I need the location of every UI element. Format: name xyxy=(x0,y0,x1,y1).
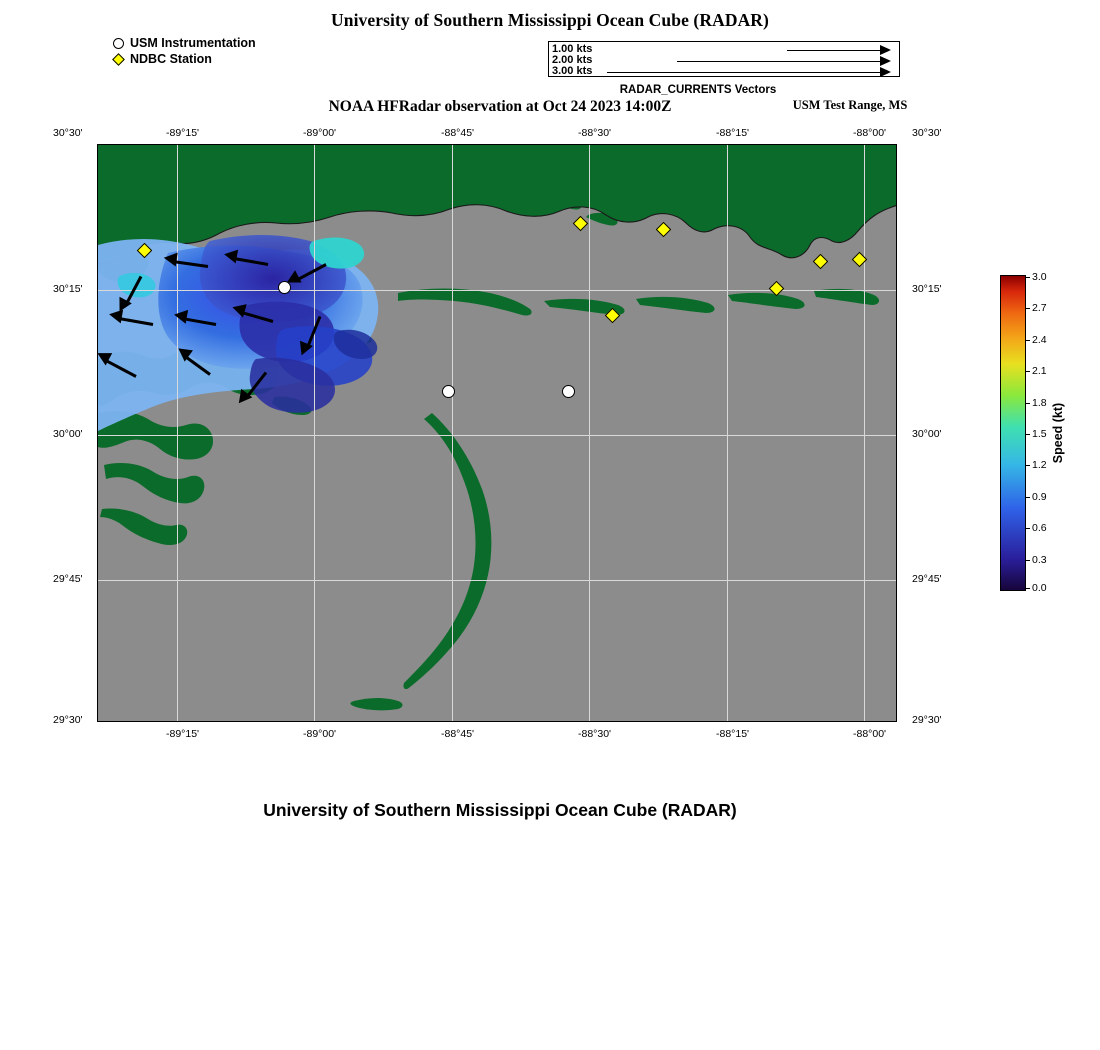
legend-label-usm: USM Instrumentation xyxy=(130,36,256,50)
vector-scale-key xyxy=(548,41,900,77)
usm-station-marker[interactable] xyxy=(562,385,575,398)
colorbar-tick-8: 0.6 xyxy=(1032,522,1047,534)
lon-label-top-2: -89°00' xyxy=(303,127,337,139)
gridline-lat-29-45 xyxy=(98,580,896,581)
page-title: University of Southern Mississippi Ocean Cube (RADAR) xyxy=(331,10,769,30)
vector-key-caption: RADAR_CURRENTS Vectors xyxy=(619,84,777,96)
usm-station-marker[interactable] xyxy=(442,385,455,398)
lat-label-right-2: 30°15' xyxy=(912,283,942,295)
vector-key-line-3 xyxy=(607,72,880,73)
colorbar-title: Speed (kt) xyxy=(1051,402,1065,464)
gridline-lon-88-15 xyxy=(727,145,728,721)
legend-item-usm xyxy=(112,36,256,51)
map-legend xyxy=(112,36,256,68)
colorbar-tick-1: 2.7 xyxy=(1032,302,1047,314)
radar-speed-field xyxy=(98,145,897,722)
map-inner xyxy=(98,145,896,721)
colorbar-tick-6: 1.2 xyxy=(1032,459,1047,471)
test-range-label: USM Test Range, MS xyxy=(792,98,908,112)
usm-station-marker[interactable] xyxy=(278,281,291,294)
lon-label-bottom-3: -88°45' xyxy=(441,728,475,740)
footer-title: University of Southern Mississippi Ocean Cube (RADAR) xyxy=(263,800,737,820)
vector-key-arrowhead-1 xyxy=(880,45,891,55)
lat-label-top-right: 30°30' xyxy=(912,127,942,139)
lon-label-bottom-5: -88°15' xyxy=(716,728,750,740)
lat-label-right-5: 29°30' xyxy=(912,714,942,726)
vector-key-arrowhead-2 xyxy=(880,56,891,66)
lon-label-top-6: -88°00' xyxy=(853,127,887,139)
colorbar-gradient xyxy=(1000,275,1026,591)
colorbar-tick-10: 0.0 xyxy=(1032,582,1047,594)
vector-key-label-3: 3.00 kts xyxy=(552,65,593,77)
lon-label-top-3: -88°45' xyxy=(441,127,475,139)
diamond-icon xyxy=(112,52,130,67)
gridline-lon-88-30 xyxy=(589,145,590,721)
legend-label-ndbc: NDBC Station xyxy=(130,52,212,66)
vector-key-row-3 xyxy=(549,66,901,78)
map-canvas[interactable] xyxy=(97,144,897,722)
lat-label-left-4: 29°45' xyxy=(53,573,83,585)
colorbar-tick-2: 2.4 xyxy=(1032,334,1047,346)
vector-key-label-2: 2.00 kts xyxy=(552,54,593,66)
colorbar-tick-7: 0.9 xyxy=(1032,491,1047,503)
lat-label-right-3: 30°00' xyxy=(912,428,942,440)
lon-label-bottom-6: -88°00' xyxy=(853,728,887,740)
lon-label-bottom-1: -89°15' xyxy=(166,728,200,740)
lat-label-left-3: 30°00' xyxy=(53,428,83,440)
lat-label-top-left: 30°30' xyxy=(53,127,83,139)
colorbar xyxy=(1000,271,1065,594)
lon-label-bottom-4: -88°30' xyxy=(578,728,612,740)
colorbar-tick-4: 1.8 xyxy=(1032,397,1047,409)
gridline-lon-89-00 xyxy=(314,145,315,721)
lat-label-left-2: 30°15' xyxy=(53,283,83,295)
map-subtitle: NOAA HFRadar observation at Oct 24 2023 14:00Z xyxy=(328,98,672,115)
lon-label-bottom-2: -89°00' xyxy=(303,728,337,740)
colorbar-tick-5: 1.5 xyxy=(1032,428,1047,440)
vector-key-arrowhead-3 xyxy=(880,67,891,77)
vector-key-line-2 xyxy=(677,61,880,62)
colorbar-tick-0: 3.0 xyxy=(1032,271,1047,283)
lon-label-top-1: -89°15' xyxy=(166,127,200,139)
lon-label-top-5: -88°15' xyxy=(716,127,750,139)
gridline-lon-89-15 xyxy=(177,145,178,721)
vector-key-label-1: 1.00 kts xyxy=(552,43,593,55)
lat-label-right-4: 29°45' xyxy=(912,573,942,585)
lon-label-top-4: -88°30' xyxy=(578,127,612,139)
vector-key-line-1 xyxy=(787,50,880,51)
circle-icon xyxy=(112,36,130,51)
gridline-lon-88-45 xyxy=(452,145,453,721)
colorbar-tick-3: 2.1 xyxy=(1032,365,1047,377)
gridline-lon-88-00 xyxy=(864,145,865,721)
lat-label-left-5: 29°30' xyxy=(53,714,83,726)
gridline-lat-30-00 xyxy=(98,435,896,436)
colorbar-tick-9: 0.3 xyxy=(1032,554,1047,566)
legend-item-ndbc xyxy=(112,52,256,67)
